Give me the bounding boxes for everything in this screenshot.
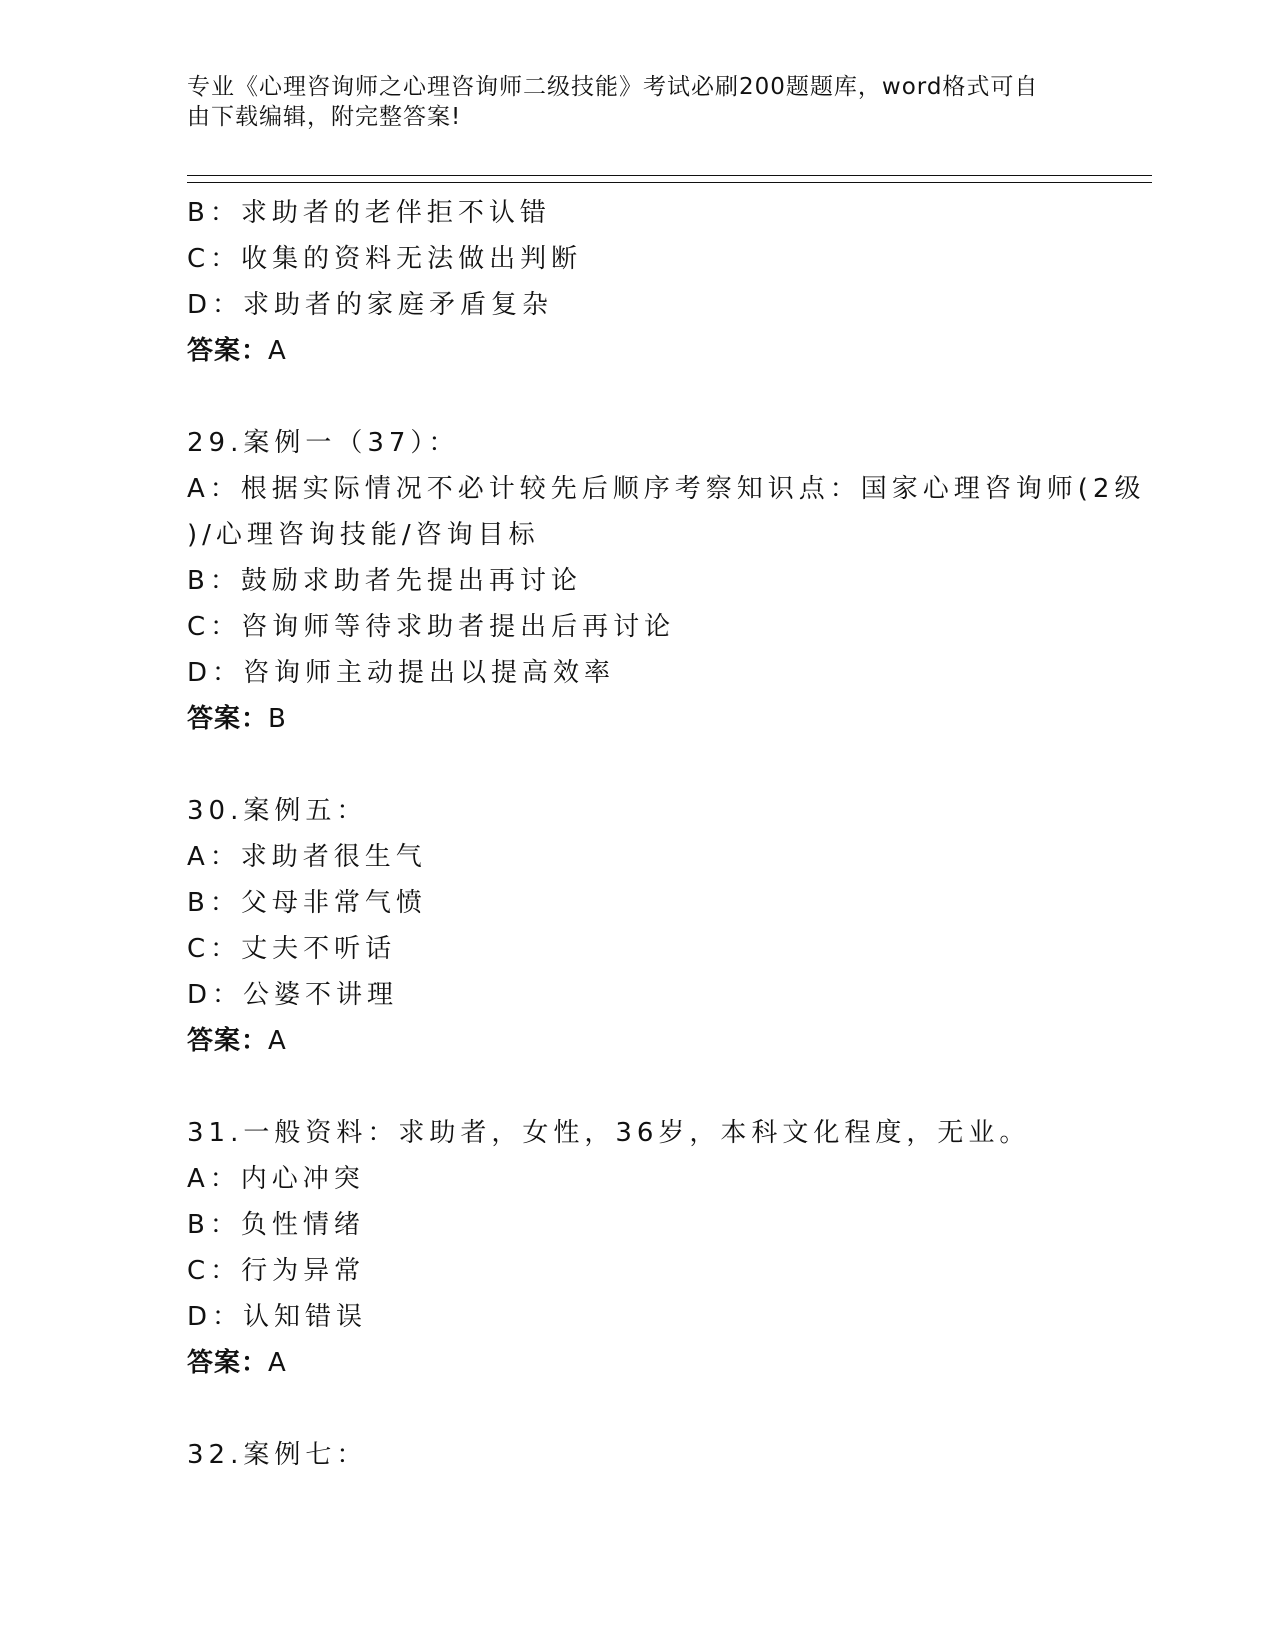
spacer [187,1386,1147,1432]
answer-value: A [268,1348,287,1378]
answer-value: A [268,1026,287,1056]
answer-line [187,1018,1147,1064]
option-line: D：认知错误 [187,1302,368,1332]
question-title: 30.案例五： [187,796,368,826]
question-32 [187,1432,1147,1478]
option-line: A：根据实际情况不必计较先后顺序考察知识点：国家心理咨询师(2级 [187,474,1146,504]
answer-value: A [268,336,287,366]
option-line: C：收集的资料无法做出判断 [187,244,583,274]
header-divider-bottom [187,182,1152,183]
spacer [187,742,1147,788]
option-line: B：鼓励求助者先提出再讨论 [187,566,582,596]
option-line: C：行为异常 [187,1256,366,1286]
question-29 [187,420,1147,742]
answer-value: B [268,704,287,734]
answer-label: 答案： [187,704,269,734]
option-line: C：咨询师等待求助者提出后再讨论 [187,612,676,642]
document-header [187,72,1067,132]
option-line: )/心理咨询技能/咨询目标 [187,520,540,550]
spacer [187,1064,1147,1110]
option-line: A：内心冲突 [187,1164,365,1194]
question-title: 32.案例七： [187,1440,368,1470]
option-line: D：求助者的家庭矛盾复杂 [187,290,554,320]
option-line: D：公婆不讲理 [187,980,399,1010]
answer-line [187,328,1147,374]
option-line: A：求助者很生气 [187,842,427,872]
answer-label: 答案： [187,1026,269,1056]
question-title: 29.案例一（37）： [187,428,460,458]
question-31 [187,1110,1147,1386]
answer-line [187,696,1147,742]
option-line: B：负性情绪 [187,1210,365,1240]
header-line-2: 由下载编辑，附完整答案! [187,104,462,130]
question-continued [187,190,1147,374]
spacer [187,374,1147,420]
option-line: B：父母非常气愤 [187,888,427,918]
option-line: B：求助者的老伴拒不认错 [187,198,551,228]
header-divider-top [187,175,1152,176]
answer-line [187,1340,1147,1386]
answer-label: 答案： [187,336,269,366]
option-line: D：咨询师主动提出以提高效率 [187,658,616,688]
answer-label: 答案： [187,1348,269,1378]
question-title: 31.一般资料：求助者，女性，36岁，本科文化程度，无业。 [187,1118,1031,1148]
question-30 [187,788,1147,1064]
option-line: C：丈夫不听话 [187,934,397,964]
header-line-1: 专业《心理咨询师之心理咨询师二级技能》考试必刷200题题库，word格式可自 [187,74,1039,100]
document-body [187,190,1147,1478]
